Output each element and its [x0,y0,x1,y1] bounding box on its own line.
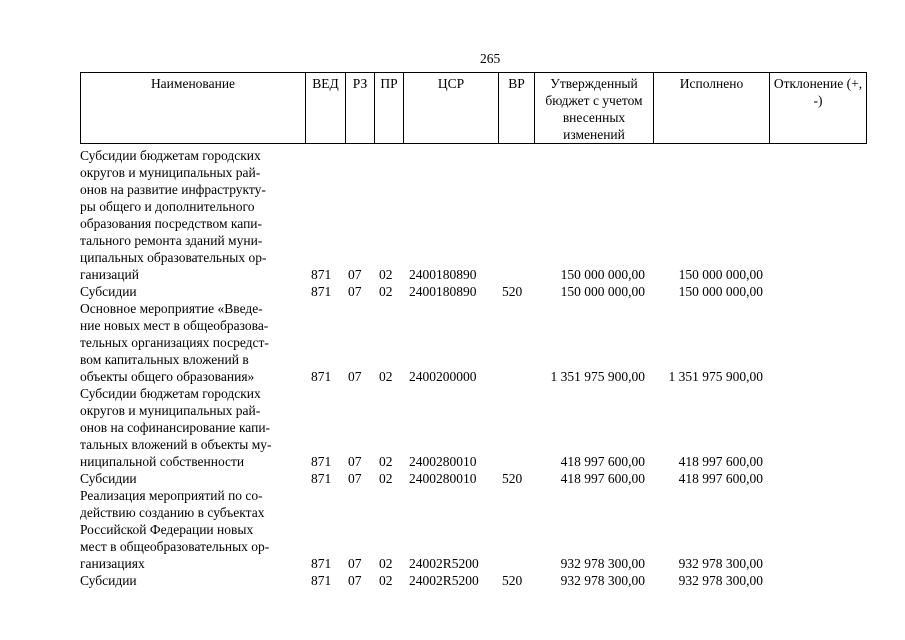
cell-csr: 2400280010 [409,471,477,486]
table-body [80,147,867,589]
row-name-line: Субсидии [80,573,137,588]
cell-pr: 02 [379,556,393,571]
row-name-line: округов и муниципальных рай- [80,165,261,180]
table-row [80,283,867,300]
cell-rz: 07 [348,556,362,571]
cell-done: 932 978 300,00 [678,573,763,588]
cell-pr: 02 [379,267,393,282]
header-csr: ЦСР [403,73,498,143]
row-name [80,385,305,470]
table-row [80,572,867,589]
cell-budget: 150 000 000,00 [560,284,645,299]
row-name [80,283,305,300]
row-name-line: Субсидии [80,284,137,299]
table-row [80,470,867,487]
cell-budget: 418 997 600,00 [560,454,645,469]
row-name-line: ниципальной собственности [80,454,245,469]
row-name-line: онов на софинансирование капи- [80,420,271,435]
row-name-line: Субсидии [80,471,137,486]
row-name [80,470,305,487]
header-done: Исполнено [653,73,769,143]
row-name-line: Субсидии бюджетам городских [80,386,261,401]
header-pr: ПР [374,73,403,143]
table-header [80,72,867,144]
row-name-line: мест в общеобразовательных ор- [80,539,270,554]
row-name [80,572,305,589]
cell-ved: 871 [311,267,332,282]
cell-ved: 871 [311,369,332,384]
row-name-line: вом капитальных вложений в [80,352,249,367]
cell-pr: 02 [379,454,393,469]
cell-vr: 520 [502,284,523,299]
row-name-line: объекты общего образования» [80,369,255,384]
cell-rz: 07 [348,471,362,486]
row-name-line: Российской Федерации новых [80,522,254,537]
row-name [80,300,305,385]
cell-pr: 02 [379,369,393,384]
cell-csr: 2400200000 [409,369,477,384]
row-name-line: Субсидии бюджетам городских [80,148,261,163]
header-budget: Утвержденный бюджет с учетом внесенных изменений [534,73,653,143]
cell-done: 418 997 600,00 [678,471,763,486]
cell-ved: 871 [311,471,332,486]
cell-budget: 932 978 300,00 [560,556,645,571]
row-name-line: Основное мероприятие «Введе- [80,301,263,316]
page-number: 265 [480,51,501,66]
cell-rz: 07 [348,369,362,384]
table-row [80,385,867,470]
row-name [80,487,305,572]
cell-csr: 24002R5200 [409,573,479,588]
cell-ved: 871 [311,454,332,469]
cell-done: 150 000 000,00 [678,267,763,282]
row-name-line: тальных вложений в объекты му- [80,437,272,452]
row-name-line: тального ремонта зданий муни- [80,233,263,248]
header-rz: РЗ [345,73,374,143]
row-name-line: онов на развитие инфраструкту- [80,182,266,197]
cell-rz: 07 [348,573,362,588]
cell-budget: 418 997 600,00 [560,471,645,486]
cell-rz: 07 [348,284,362,299]
table-row [80,300,867,385]
cell-ved: 871 [311,284,332,299]
cell-pr: 02 [379,573,393,588]
row-name-line: образования посредством капи- [80,216,263,231]
cell-pr: 02 [379,471,393,486]
cell-budget: 1 351 975 900,00 [550,369,645,384]
cell-ved: 871 [311,573,332,588]
table-row [80,147,867,283]
cell-pr: 02 [379,284,393,299]
cell-ved: 871 [311,556,332,571]
row-name-line: ганизациях [80,556,145,571]
header-name: Наименование [150,76,236,91]
cell-vr: 520 [502,471,523,486]
header-vr: ВР [498,73,534,143]
cell-budget: 932 978 300,00 [560,573,645,588]
cell-done: 932 978 300,00 [678,556,763,571]
row-name-line: Реализация мероприятий по со- [80,488,263,503]
row-name-line: ципальных образовательных ор- [80,250,267,265]
row-name-line: ние новых мест в общеобразова- [80,318,269,333]
row-name-line: ганизаций [80,267,139,282]
row-name-line: действию созданию в субъектах [80,505,265,520]
header-ved: ВЕД [305,73,345,143]
cell-csr: 2400280010 [409,454,477,469]
row-name-line: ры общего и дополнительного [80,199,255,214]
row-name [80,147,305,283]
cell-done: 1 351 975 900,00 [668,369,763,384]
row-name-line: округов и муниципальных рай- [80,403,261,418]
cell-budget: 150 000 000,00 [560,267,645,282]
header-deviation: Отклонение (+, -) [769,73,866,143]
table-row [80,487,867,572]
cell-vr: 520 [502,573,523,588]
cell-rz: 07 [348,267,362,282]
cell-done: 150 000 000,00 [678,284,763,299]
cell-csr: 24002R5200 [409,556,479,571]
cell-csr: 2400180890 [409,284,477,299]
row-name-line: тельных организациях посредст- [80,335,269,350]
cell-done: 418 997 600,00 [678,454,763,469]
cell-csr: 2400180890 [409,267,477,282]
cell-rz: 07 [348,454,362,469]
